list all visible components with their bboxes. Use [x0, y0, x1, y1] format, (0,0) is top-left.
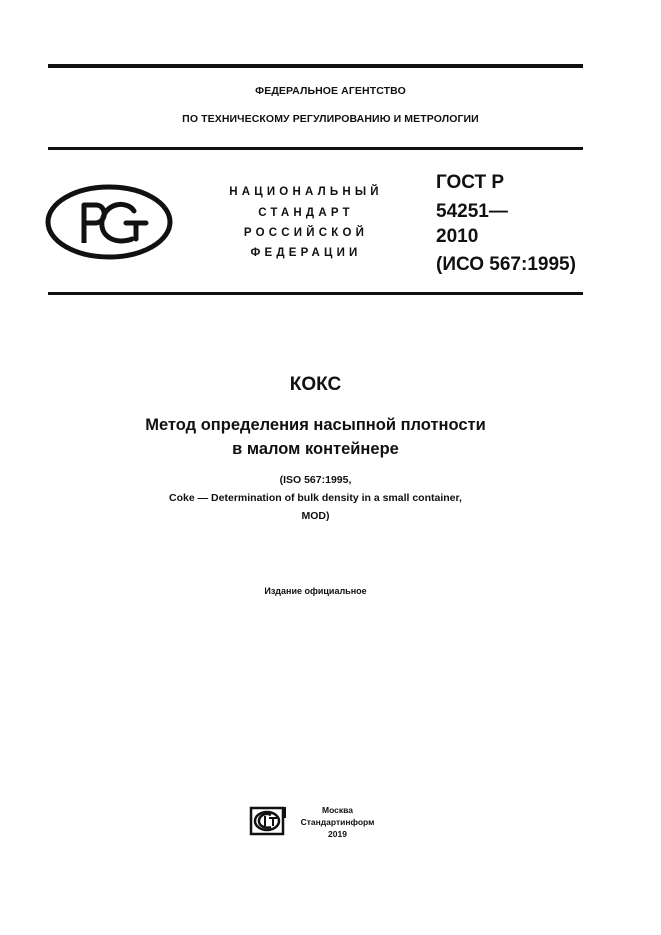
- national-standard-line1: НАЦИОНАЛЬНЫЙ: [229, 186, 383, 198]
- iso-reference-line2: Coke — Determination of bulk density in a small container,: [169, 492, 462, 504]
- national-standard-line4: ФЕДЕРАЦИИ: [250, 247, 362, 259]
- gost-designation-line3: 2010: [436, 226, 479, 247]
- gost-designation-line4: (ИСО 567:1995): [436, 254, 576, 275]
- national-standard-line3: РОССИЙСКОЙ: [243, 227, 369, 239]
- publisher-city: Москва: [322, 805, 353, 815]
- document-title: КОКС: [289, 374, 342, 395]
- document-subtitle-line2: в малом контейнере: [232, 440, 399, 458]
- rst-certification-mark-icon: [44, 183, 174, 261]
- standartinform-logo-icon: [249, 806, 287, 836]
- publisher-name: Стандартинформ: [300, 817, 375, 827]
- gost-designation-line2: 54251—: [436, 201, 508, 222]
- publication-year: 2019: [328, 829, 347, 839]
- iso-reference-line1: (ISO 567:1995,: [279, 474, 352, 486]
- agency-name-line2: ПО ТЕХНИЧЕСКОМУ РЕГУЛИРОВАНИЮ И МЕТРОЛОГИИ: [182, 113, 479, 125]
- header-divider: [48, 147, 583, 150]
- standard-block-divider: [48, 292, 583, 295]
- top-divider: [48, 64, 583, 68]
- edition-note: Издание официальное: [264, 586, 367, 596]
- gost-designation-line1: ГОСТ Р: [436, 172, 505, 193]
- national-standard-line2: СТАНДАРТ: [258, 207, 354, 219]
- document-subtitle-line1: Метод определения насыпной плотности: [145, 416, 486, 434]
- agency-name-line1: ФЕДЕРАЛЬНОЕ АГЕНТСТВО: [255, 85, 406, 97]
- iso-reference-line3: MOD): [301, 510, 330, 522]
